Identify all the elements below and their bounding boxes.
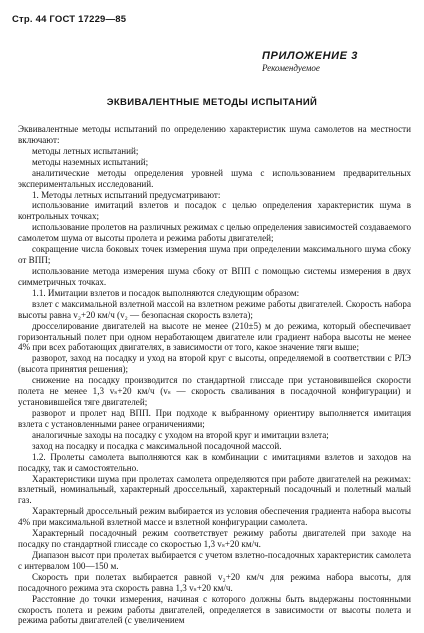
running-head: Стр. 44 ГОСТ 17229—85 [12,14,127,25]
paragraph: разворот и пролет над ВПП. При подходе к выбранному ориентиру выполняется имитация взлета с установленными ранее ограничениями; [18,407,411,429]
paragraph: Эквивалентные методы испытаний по определению характеристик шума самолетов на местности включают: [18,124,411,145]
paragraph: Диапазон высот при пролетах выбирается с учетом взлетно-посадочных характеристик самолета с интервалом 100—150 м. [18,549,411,571]
paragraph: Характерный посадочный режим соответствует режиму работы двигателей при заходе на посадку по стандартной глиссаде со скоростью 1,3 vₛ+20 км/ч. [18,528,411,550]
paragraph: использование пролетов на различных режимах с целью определения зависимостей создаваемого самолетом шума от высоты пролета и режима работы двигателей; [18,222,411,244]
paragraph: Скорость при полетах выбирается равной v₂+20 км/ч для режима набора высоты, для посадочного режима эта скорость равна 1,3 vₛ+20 км/ч. [18,571,411,593]
paragraph: Характеристики шума при пролетах самолета определяются при работе двигателей на режимах: взлетный, номинальный, характерный дроссельный, характерный посадочный и полетный малый газ. [18,473,411,506]
paragraph: использование имитаций взлетов и посадок с целью определения характеристик шума в контрольных точках; [18,200,411,222]
paragraph: 1.1. Имитации взлетов и посадок выполняются следующим образом: [32,287,300,298]
paragraph: Характерный дроссельный режим выбирается из условия обеспечения градиента набора высоты 4% при максимальной взлетной массе и взлетной конфигурации самолета. [18,506,411,528]
paragraph: методы летных испытаний; [32,145,139,156]
paragraph: заход на посадку и посадка с максимальной посадочной массой. [32,440,282,451]
body-text [18,124,411,626]
paragraph: снижение на посадку производится по стандартной глиссаде при установившейся скорости полета не менее 1,3 vₛ+20 км/ч (vₛ — скорость сваливания в посадочной конфигурации) и установившейся тяге двигателей; [18,375,411,408]
paragraph: аналитические методы определения уровней шума с использованием предварительных экспериментальных исследований. [18,167,411,189]
appendix-subtitle: Рекомендуемое [262,63,320,74]
appendix-label [262,51,402,75]
paragraph: дросселирование двигателей на высоте не менее (210±5) м до режима, который обеспечивает горизонтальный полет при одном неработающем двигателе или градиент набора высоты не менее 4% при всех работающих двигателях, в зависимости от того, какое значение тяги выше; [18,320,411,353]
paragraph: аналогичные заходы на посадку с уходом на второй круг и имитации взлета; [32,429,329,440]
paragraph: разворот, заход на посадку и уход на второй круг с высоты, определяемой в соответствии с РЛЭ (высота принятия решения); [18,353,411,375]
paragraph: 1.2. Пролеты самолета выполняются как в комбинации с имитациями взлетов и заходов на посадку, так и самостоятельно. [18,451,411,473]
paragraph: использование метода измерения шума сбоку от ВПП с помощью системы измерения в двух симметричных точках. [18,265,411,287]
paragraph: взлет с максимальной взлетной массой на взлетном режиме работы двигателей. Скорость набора высоты равна v₂+20 км/ч (v₂ — безопасная скорость взлета); [18,298,411,320]
appendix-title: ПРИЛОЖЕНИЕ 3 [262,50,358,62]
section-title: ЭКВИВАЛЕНТНЫЕ МЕТОДЫ ИСПЫТАНИЙ [106,97,318,108]
paragraph: Расстояние до точки измерения, начиная с которого должны быть выдержаны постоянными скорость полета и режим работы двигателей, определяется в зависимости от высоты полета и режима работы двигателей (с увеличением [18,593,411,626]
paragraph: 1. Методы летных испытаний предусматривают: [32,189,221,200]
paragraph: сокращение числа боковых точек измерения шума при определении максимального шума сбоку от ВПП; [18,244,411,266]
paragraph: методы наземных испытаний; [32,156,149,167]
